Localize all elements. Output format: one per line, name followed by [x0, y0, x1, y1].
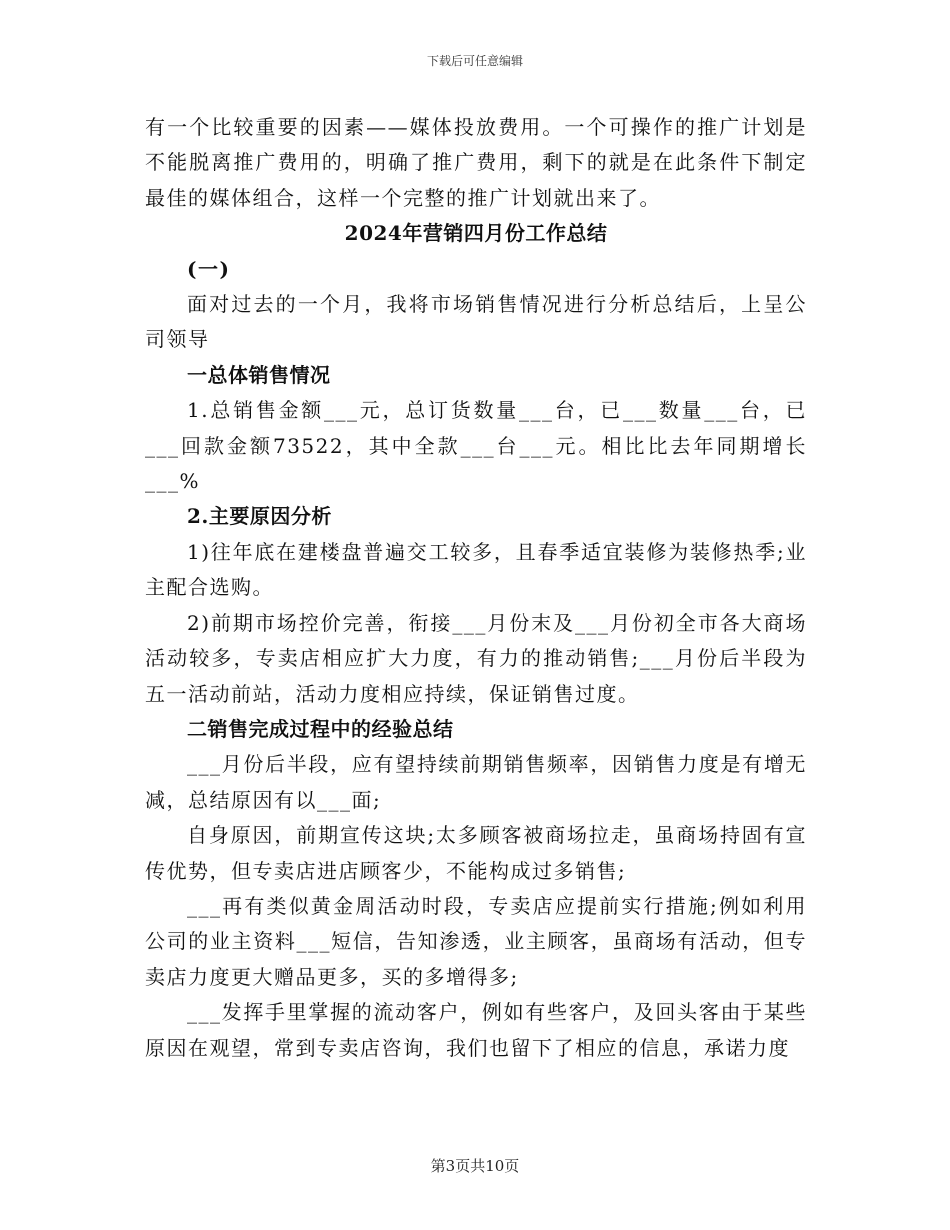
- page-header: 下载后可任意编辑: [426, 54, 523, 68]
- section-label: (一): [187, 256, 231, 281]
- document-body: [145, 110, 807, 1066]
- body-paragraph: ___再有类似黄金周活动时段，专卖店应提前实行措施;例如利用公司的业主资料___短信，告知渗透，业主顾客，虽商场有活动，但专卖店力度更大赠品更多，买的多增得多;: [145, 893, 807, 989]
- body-paragraph: ___月份后半段，应有望持续前期销售频率，因销售力度是有增无减，总结原因有以___面;: [145, 752, 807, 812]
- body-paragraph: 有一个比较重要的因素——媒体投放费用。一个可操作的推广计划是不能脱离推广费用的，明确了推广费用，剩下的就是在此条件下制定最佳的媒体组合，这样一个完整的推广计划就出来了。: [145, 115, 807, 210]
- body-paragraph: 自身原因，前期宣传这块;太多顾客被商场拉走，虽商场持固有宣传优势，但专卖店进店顾客少，不能构成过多销售;: [145, 823, 807, 883]
- section-heading: 一总体销售情况: [187, 362, 331, 387]
- body-paragraph: ___发挥手里掌握的流动客户，例如有些客户，及回头客由于某些原因在观望，常到专卖店咨询，我们也留下了相应的信息，承诺力度: [145, 1000, 807, 1060]
- body-paragraph: 1.总销售金额___元，总订货数量___台，已___数量___台，已___回款金额73522，其中全款___台___元。相比比去年同期增长___%: [145, 398, 807, 494]
- document-title: 2024年营销四月份工作总结: [344, 221, 608, 246]
- body-paragraph: 面对过去的一个月，我将市场销售情况进行分析总结后，上呈公司领导: [145, 292, 807, 352]
- body-paragraph: 2)前期市场控价完善，衔接___月份末及___月份初全市各大商场活动较多，专卖店相应扩大力度，有力的推动销售;___月份后半段为五一活动前站，活动力度相应持续，保证销售过度。: [145, 610, 807, 706]
- section-heading: 2.主要原因分析: [187, 504, 332, 529]
- section-heading: 二销售完成过程中的经验总结: [187, 716, 454, 741]
- page-footer: 第3页共10页: [430, 1157, 520, 1175]
- body-paragraph: 1)往年底在建楼盘普遍交工较多，且春季适宜装修为装修热季;业主配合选购。: [145, 539, 807, 600]
